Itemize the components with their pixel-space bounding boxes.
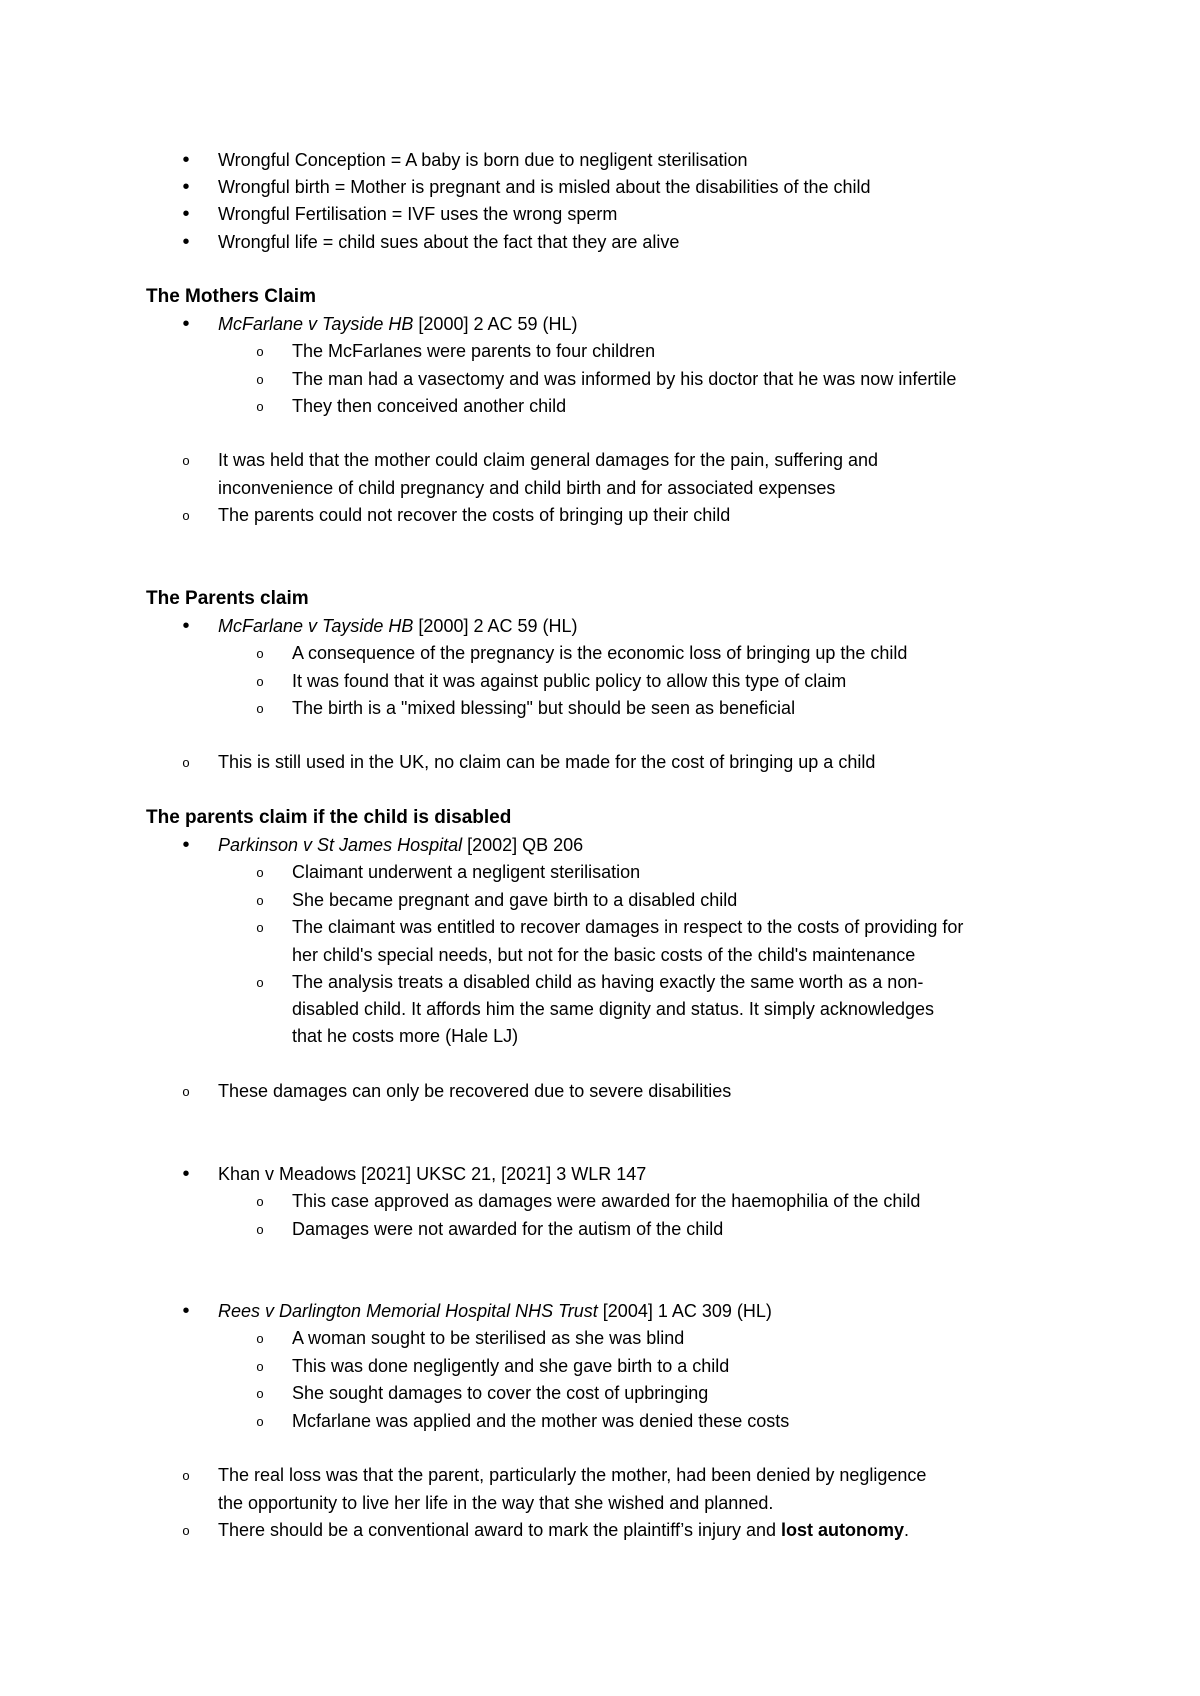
case-citation xyxy=(218,1298,772,1325)
case-point: A consequence of the pregnancy is the economic loss of bringing up the child xyxy=(292,643,908,663)
case-reference: [2000] 2 AC 59 (HL) xyxy=(413,616,578,636)
case-point: The claimant was entitled to recover damages in respect to the costs of providing for xyxy=(292,917,964,937)
bullet-circle: o xyxy=(256,701,264,716)
bullet-dot: • xyxy=(182,834,190,856)
bullet-dot: • xyxy=(182,203,190,225)
bullet-circle: o xyxy=(182,1523,190,1538)
section-heading-parents-claim: The Parents claim xyxy=(146,588,309,609)
bullet-dot: • xyxy=(182,176,190,198)
case-name: McFarlane v Tayside HB xyxy=(218,616,414,636)
case-point: her child's special needs, but not for the basic costs of the child's maintenance xyxy=(292,945,916,965)
case-reference: [2002] QB 206 xyxy=(462,835,584,855)
case-citation: Khan v Meadows [2021] UKSC 21, [2021] 3 WLR 147 xyxy=(218,1164,647,1184)
section-note: The real loss was that the parent, particularly the mother, had been denied by negligence xyxy=(218,1465,927,1485)
case-fact: The McFarlanes were parents to four children xyxy=(292,341,656,361)
note-period: . xyxy=(904,1520,910,1540)
bullet-circle: o xyxy=(182,453,190,468)
bullet-circle: o xyxy=(182,755,190,770)
bullet-circle: o xyxy=(256,865,264,880)
case-quote: disabled child. It affords him the same dignity and status. It simply acknowledges xyxy=(292,999,934,1019)
bullet-circle: o xyxy=(256,975,264,990)
note-text: There should be a conventional award to mark the plaintiff’s injury and xyxy=(218,1520,781,1540)
holding-text: It was held that the mother could claim general damages for the pain, suffering and xyxy=(218,450,879,470)
case-fact: They then conceived another child xyxy=(292,396,567,416)
bullet-dot: • xyxy=(182,231,190,253)
section-heading-mothers-claim: The Mothers Claim xyxy=(146,286,316,307)
bullet-circle: o xyxy=(182,1468,190,1483)
case-point: This case approved as damages were awarded for the haemophilia of the child xyxy=(292,1191,921,1211)
case-name: McFarlane v Tayside HB xyxy=(218,314,414,334)
case-quote: The analysis treats a disabled child as having exactly the same worth as a non- xyxy=(292,972,924,992)
case-point: Damages were not awarded for the autism of the child xyxy=(292,1219,724,1239)
case-citation xyxy=(218,832,583,859)
case-point: She became pregnant and gave birth to a disabled child xyxy=(292,890,738,910)
bullet-circle: o xyxy=(256,893,264,908)
case-name: Rees v Darlington Memorial Hospital NHS Trust xyxy=(218,1301,598,1321)
case-name: Parkinson v St James Hospital xyxy=(218,835,463,855)
bullet-circle: o xyxy=(182,1084,190,1099)
case-point: A woman sought to be sterilised as she was blind xyxy=(292,1328,685,1348)
bullet-dot: • xyxy=(182,313,190,335)
case-point: Claimant underwent a negligent sterilisation xyxy=(292,862,641,882)
bullet-dot: • xyxy=(182,1300,190,1322)
bullet-circle: o xyxy=(256,1331,264,1346)
case-reference: [2004] 1 AC 309 (HL) xyxy=(597,1301,772,1321)
bullet-circle: o xyxy=(256,674,264,689)
section-note: This is still used in the UK, no claim can be made for the cost of bringing up a child xyxy=(218,752,876,772)
case-fact: The man had a vasectomy and was informed by his doctor that he was now infertile xyxy=(292,369,957,389)
bullet-circle: o xyxy=(256,920,264,935)
bullet-dot: • xyxy=(182,1163,190,1185)
case-point: It was found that it was against public policy to allow this type of claim xyxy=(292,671,847,691)
section-note xyxy=(218,1517,909,1544)
case-point: Mcfarlane was applied and the mother was denied these costs xyxy=(292,1411,790,1431)
definition-item: Wrongful birth = Mother is pregnant and is misled about the disabilities of the child xyxy=(218,177,871,197)
section-heading-disabled-child: The parents claim if the child is disabled xyxy=(146,807,512,828)
bullet-circle: o xyxy=(256,1414,264,1429)
case-citation xyxy=(218,311,578,338)
case-citation xyxy=(218,613,578,640)
holding-text: inconvenience of child pregnancy and child birth and for associated expenses xyxy=(218,478,836,498)
bullet-circle: o xyxy=(256,1194,264,1209)
definition-item: Wrongful Fertilisation = IVF uses the wrong sperm xyxy=(218,204,618,224)
case-point: The birth is a "mixed blessing" but should be seen as beneficial xyxy=(292,698,796,718)
bullet-dot: • xyxy=(182,615,190,637)
bullet-circle: o xyxy=(256,646,264,661)
bullet-circle: o xyxy=(256,1222,264,1237)
bullet-dot: • xyxy=(182,149,190,171)
bullet-circle: o xyxy=(256,1386,264,1401)
bullet-circle: o xyxy=(182,508,190,523)
bullet-circle: o xyxy=(256,344,264,359)
case-quote: that he costs more (Hale LJ) xyxy=(292,1026,519,1046)
holding-text: The parents could not recover the costs of bringing up their child xyxy=(218,505,731,525)
section-note: the opportunity to live her life in the way that she wished and planned. xyxy=(218,1493,774,1513)
case-reference: [2000] 2 AC 59 (HL) xyxy=(413,314,578,334)
section-note: These damages can only be recovered due to severe disabilities xyxy=(218,1081,732,1101)
emphasis-lost-autonomy: lost autonomy xyxy=(781,1520,905,1540)
definition-item: Wrongful Conception = A baby is born due to negligent sterilisation xyxy=(218,150,748,170)
case-point: She sought damages to cover the cost of upbringing xyxy=(292,1383,709,1403)
bullet-circle: o xyxy=(256,399,264,414)
case-point: This was done negligently and she gave birth to a child xyxy=(292,1356,730,1376)
bullet-circle: o xyxy=(256,372,264,387)
bullet-circle: o xyxy=(256,1359,264,1374)
definition-item: Wrongful life = child sues about the fact that they are alive xyxy=(218,232,680,252)
